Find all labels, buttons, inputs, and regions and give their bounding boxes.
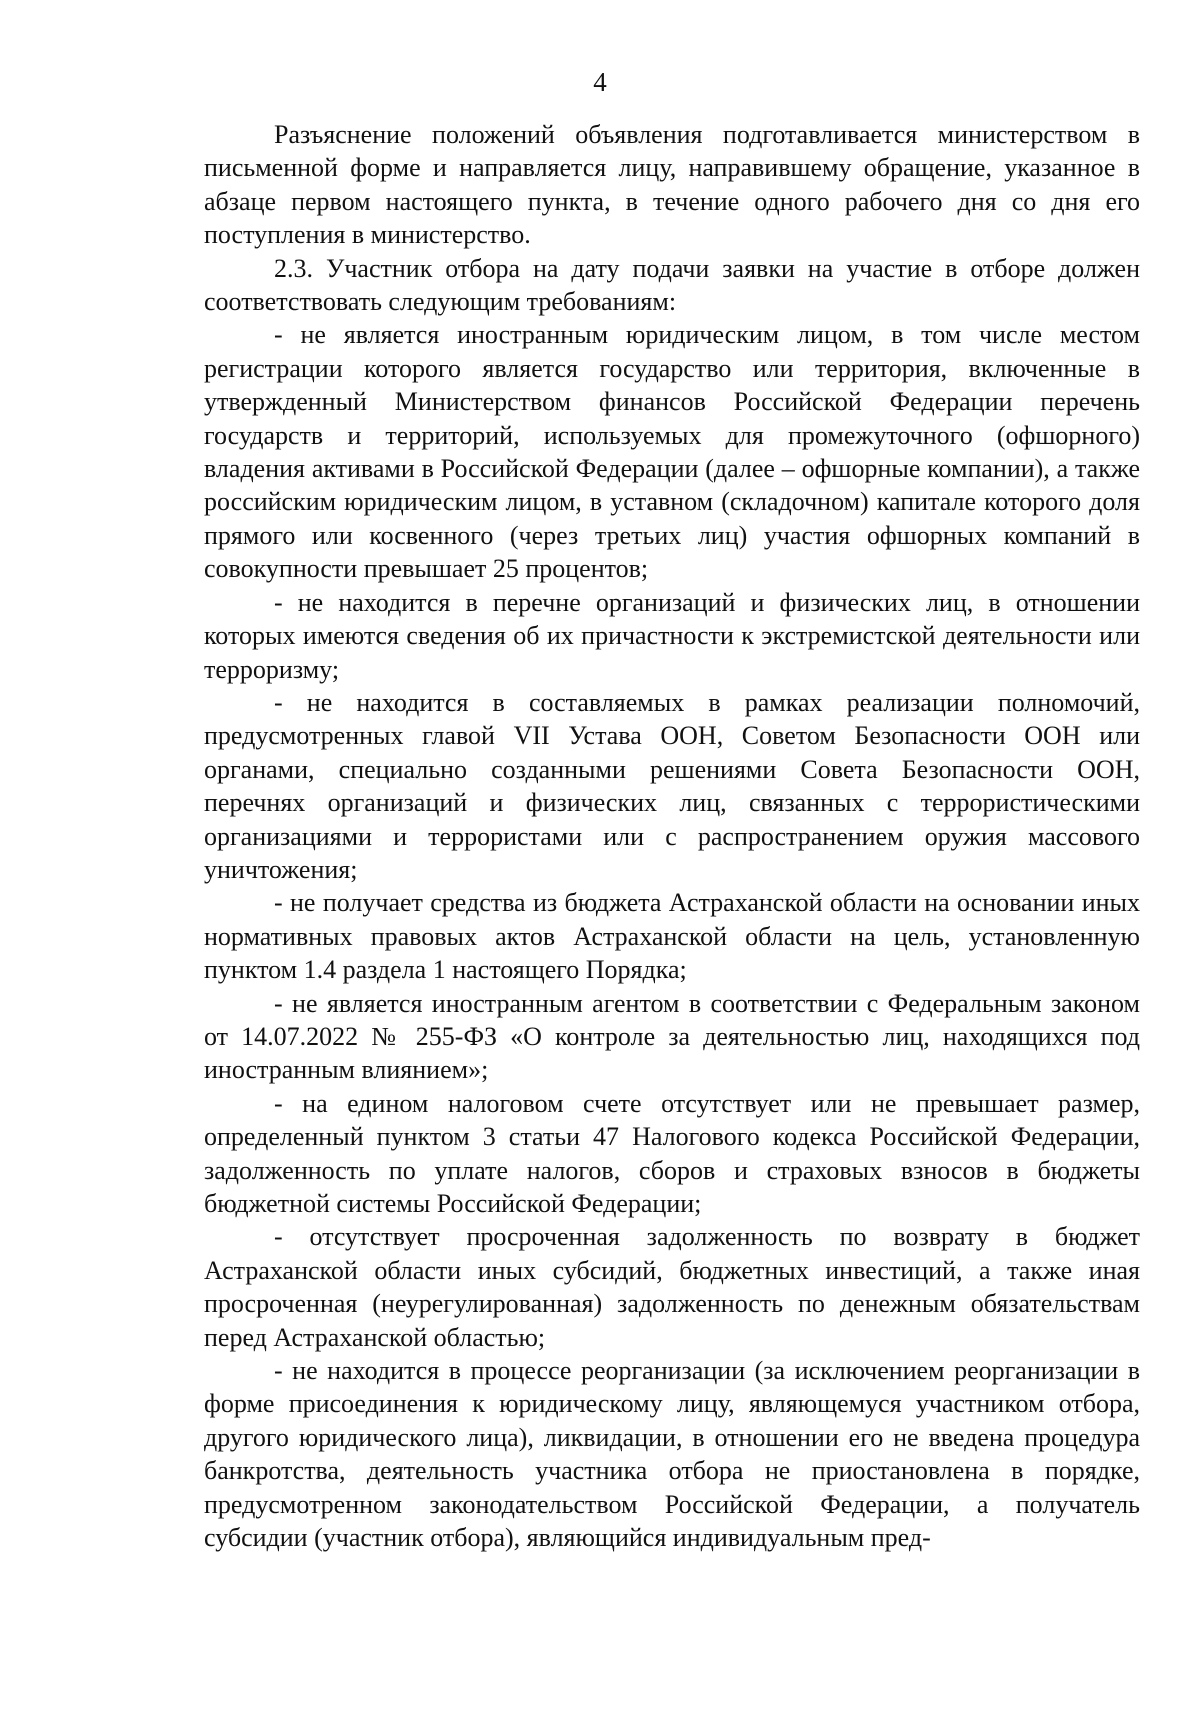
- document-body: [204, 118, 1140, 1554]
- requirement-tax-debt: - на едином налоговом счете отсутствует или не превышает размер, определенный пунктом 3 статьи 47 Налогового кодекса Российской Федерации, задолженность по уплате налогов, сборов и страховых взносов в бюджеты бюджетной системы Российской Федерации;: [204, 1088, 1140, 1218]
- requirement-no-reorganization: - не находится в процессе реорганизации (за исключением реорганизации в форме присоединения к юридическому лицу, являющемуся участником отбора, другого юридического лица), ликвидации, в отношении его не введена процедура банкротства, деятельность участника отбора не приостановлена в порядке, предусмотренном законодательством Российской Федерации, а получатель субсидии (участник отбора), являющийся индивидуальным пред-: [204, 1356, 1140, 1553]
- requirement-not-foreign-agent: - не является иностранным агентом в соответствии с Федеральным законом от 14.07.2022 № 255-ФЗ «О контроле за деятельностью лиц, находящихся под иностранным влиянием»;: [204, 988, 1140, 1085]
- requirement-no-overdue-debt: - отсутствует просроченная задолженность по возврату в бюджет Астраханской области иных субсидий, бюджетных инвестиций, а также иная просроченная (неурегулированная) задолженность по денежным обязательствам перед Астраханской областью;: [204, 1222, 1140, 1352]
- requirement-not-foreign-entity: - не является иностранным юридическим лицом, в том числе местом регистрации которого является государство или территория, включенные в утвержденный Министерством финансов Российской Федерации перечень государств и территорий, используемых для промежуточного (офшорного) владения активами в Российской Федерации (далее – офшорные компании), а также российским юридическим лицом, в уставном (складочном) капитале которого доля прямого или косвенного (через третьих лиц) участия офшорных компаний в совокупности превышает 25 процентов;: [204, 320, 1140, 584]
- paragraph-2-3-requirements: 2.3. Участник отбора на дату подачи заявки на участие в отборе должен соответствовать следующим требованиям:: [204, 253, 1140, 317]
- requirement-no-other-budget-funds: - не получает средства из бюджета Астраханской области на основании иных нормативных правовых актов Астраханской области на цель, установленную пунктом 1.4 раздела 1 настоящего Порядка;: [204, 888, 1140, 985]
- paragraph-clarification: Разъяснение положений объявления подготавливается министерством в письменной форме и направляется лицу, направившему обращение, указанное в абзаце первом настоящего пункта, в течение одного рабочего дня со дня его поступления в министерство.: [204, 120, 1140, 250]
- requirement-not-un-list: - не находится в составляемых в рамках реализации полномочий, предусмотренных главой VII Устава ООН, Советом Безопасности ООН или органами, специально созданными решениями Совета Безопасности ООН, перечнях организаций и физических лиц, связанных с террористическими организациями и террористами или с распространением оружия массового уничтожения;: [204, 687, 1140, 884]
- page-number: 4: [593, 67, 607, 97]
- requirement-not-extremist-list: - не находится в перечне организаций и физических лиц, в отношении которых имеются сведения об их причастности к экстремистской деятельности или терроризму;: [204, 587, 1140, 684]
